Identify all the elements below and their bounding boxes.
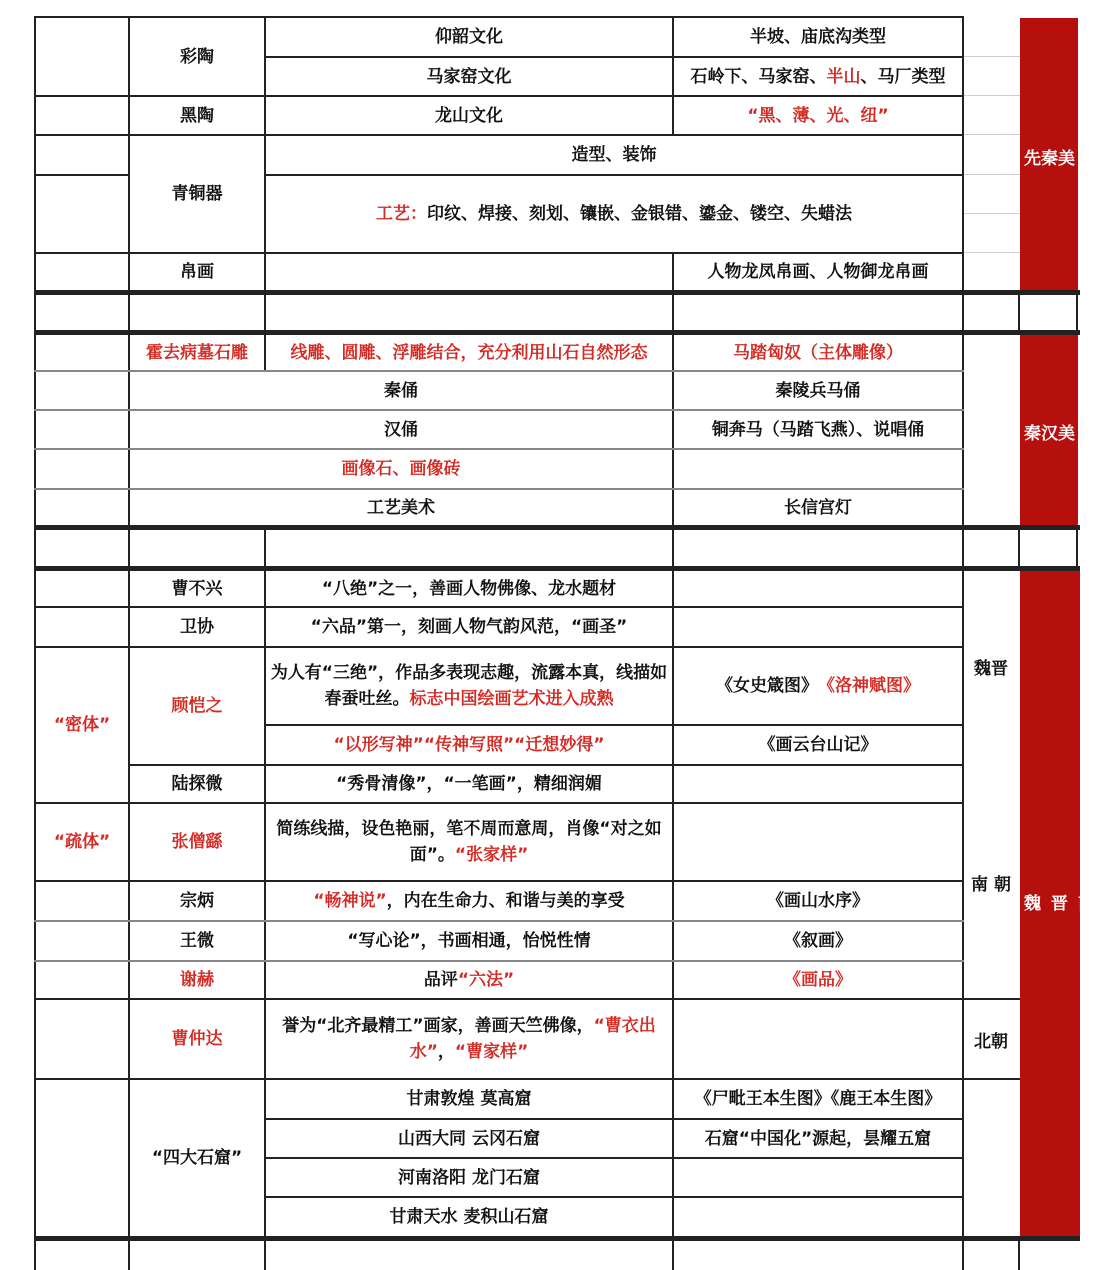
gu-kaizhi-significance: 标志中国绘画艺术进入成熟 bbox=[409, 689, 614, 709]
era-wei-jin: 魏晋 bbox=[974, 659, 1008, 679]
wei-xie-desc: “六品”第一，刻画人物气韵风范，“画圣” bbox=[310, 617, 628, 637]
period-label-qin-han: 秦汉美 bbox=[1024, 424, 1075, 444]
painter-cao-zhongda: 曹仲达 bbox=[171, 1029, 223, 1049]
wang-wei-work: 《叙画》 bbox=[784, 931, 852, 951]
xie-he-desc-text: 品评 bbox=[423, 970, 458, 990]
bronze-craft-label: 工艺： bbox=[376, 204, 427, 224]
painter-wei-xie: 卫协 bbox=[180, 617, 214, 637]
six-principles: “六法” bbox=[457, 970, 515, 990]
painter-xie-he: 谢赫 bbox=[180, 970, 214, 990]
category-bronze: 青铜器 bbox=[171, 184, 223, 204]
work-nushi-zhen: 《女史箴图》 bbox=[716, 676, 818, 696]
period-label-pre-qin: 先秦美 bbox=[1024, 149, 1075, 169]
lu-tanwei-desc: “秀骨清像”，“一笔画”，精细润媚 bbox=[336, 774, 602, 794]
qin-figurines-work: 秦陵兵马俑 bbox=[775, 380, 861, 401]
gu-kaizhi-desc bbox=[266, 648, 672, 724]
bronze-shape: 造型、装饰 bbox=[571, 145, 657, 165]
period-band-wei-jin bbox=[1020, 571, 1097, 1236]
culture-longshan: 龙山文化 bbox=[435, 105, 503, 126]
zhang-family-style: “张家样” bbox=[454, 845, 529, 865]
painter-zong-bing: 宗炳 bbox=[180, 891, 214, 911]
zong-bing-desc-text: ，内在生命力、和谐与美的享受 bbox=[386, 891, 625, 911]
culture-yangshao: 仰韶文化 bbox=[435, 27, 503, 47]
arts-and-crafts: 工艺美术 bbox=[367, 497, 435, 518]
grotto-longmen: 河南洛阳 龙门石窟 bbox=[398, 1167, 540, 1188]
majiayao-type-a: 石岭下、马家窑、 bbox=[690, 66, 827, 87]
silk-painting-works: 人物龙凤帛画、人物御龙帛画 bbox=[707, 262, 929, 282]
gu-kaizhi-essay: 《画云台山记》 bbox=[758, 735, 878, 755]
huoqubing-work: 马踏匈奴（主体雕像） bbox=[733, 342, 903, 363]
bronze-craft-list: 印纹、焊接、刻划、镶嵌、金银错、鎏金、镂空、失蜡法 bbox=[427, 204, 852, 224]
majiayao-types bbox=[674, 58, 962, 95]
han-figurines-work: 铜奔马（马踏飞燕）、说唱俑 bbox=[711, 419, 925, 440]
zhang-sengyao-desc-text: 简练线描，设色艳丽，笔不周而意周，肖像“对之如面”。 bbox=[276, 819, 662, 865]
cao-family-style: “曹家样” bbox=[454, 1042, 529, 1062]
bronze-craft bbox=[266, 176, 962, 252]
xie-he-desc bbox=[266, 962, 672, 998]
era-northern-dynasties: 北朝 bbox=[974, 1032, 1008, 1052]
cao-zhongda-desc-text: 誉为“北齐最精工”画家，善画天竺佛像， bbox=[282, 1016, 594, 1036]
grotto-yungang: 山西大同 云冈石窟 bbox=[398, 1128, 540, 1149]
gu-kaizhi-desc-text: 为人有“三绝”，作品多表现志趣，流露本真，线描如春蚕吐丝。 bbox=[270, 663, 668, 709]
gu-kaizhi-works bbox=[674, 648, 962, 724]
culture-majiayao: 马家窑文化 bbox=[426, 66, 512, 87]
period-band-pre-qin bbox=[1020, 18, 1078, 290]
qin-figurines: 秦俑 bbox=[384, 380, 418, 401]
grotto-maijishan: 甘肃天水 麦积山石窟 bbox=[389, 1207, 549, 1227]
yangshao-types: 半坡、庙底沟类型 bbox=[750, 27, 886, 47]
painter-zhang-sengyao: 张僧繇 bbox=[171, 832, 223, 852]
changshen-theory: “畅神说” bbox=[313, 891, 387, 911]
han-figurines: 汉俑 bbox=[384, 419, 418, 440]
xie-he-work: 《画品》 bbox=[784, 970, 852, 990]
black-pottery-traits: “黑、薄、光、纽” bbox=[747, 105, 889, 126]
dense-style-label: “密体” bbox=[53, 715, 111, 735]
majiayao-type-c: 、马厂类型 bbox=[860, 66, 946, 87]
period-band-qin-han bbox=[1020, 335, 1078, 525]
category-painted-pottery: 彩陶 bbox=[180, 46, 214, 67]
category-black-pottery: 黑陶 bbox=[180, 105, 214, 126]
relief-stones-bricks: 画像石、画像砖 bbox=[341, 459, 461, 479]
cao-zhongda-desc bbox=[266, 1000, 672, 1078]
arts-and-crafts-work: 长信宫灯 bbox=[784, 497, 852, 518]
zong-bing-desc bbox=[266, 882, 672, 920]
category-silk-painting: 帛画 bbox=[180, 262, 214, 282]
huoqubing-tomb-sculpture: 霍去病墓石雕 bbox=[146, 342, 248, 363]
painter-wang-wei: 王微 bbox=[180, 931, 214, 951]
grotto-dunhuang: 甘肃敦煌 莫高窟 bbox=[406, 1089, 532, 1109]
painter-cao-buxing: 曹不兴 bbox=[171, 578, 223, 599]
zong-bing-work: 《画山水序》 bbox=[767, 891, 869, 911]
gu-kaizhi-theory: “以形写神”“传神写照”“迁想妙得” bbox=[333, 735, 605, 755]
cao-zhongda-comma: ， bbox=[437, 1042, 455, 1062]
grotto-dunhuang-works: 《尸毗王本生图》《鹿王本生图》 bbox=[694, 1089, 942, 1109]
era-southern-dynasties: 南 朝 bbox=[971, 875, 1011, 895]
cao-yi-chu-shui: “曹衣出水” bbox=[409, 1016, 656, 1062]
grotto-yungang-note: 石窟“中国化”源起，昙耀五窟 bbox=[704, 1128, 932, 1149]
majiayao-type-banshan: 半山 bbox=[826, 66, 861, 87]
four-grottoes: “四大石窟” bbox=[151, 1148, 243, 1168]
cao-buxing-desc: “八绝”之一，善画人物佛像、龙水题材 bbox=[321, 578, 617, 599]
painter-lu-tanwei: 陆探微 bbox=[171, 774, 223, 794]
work-luoshen-fu: 《洛神赋图》 bbox=[818, 676, 920, 696]
painter-gu-kaizhi: 顾恺之 bbox=[171, 696, 223, 716]
zhang-sengyao-desc bbox=[266, 804, 672, 880]
wang-wei-desc: “写心论”，书画相通，怡悦性情 bbox=[347, 931, 591, 951]
huoqubing-technique: 线雕、圆雕、浮雕结合，充分利用山石自然形态 bbox=[290, 342, 648, 363]
period-label-wei-jin: 魏 晋 南 bbox=[1024, 894, 1097, 914]
sparse-style-label: “疏体” bbox=[53, 832, 111, 852]
